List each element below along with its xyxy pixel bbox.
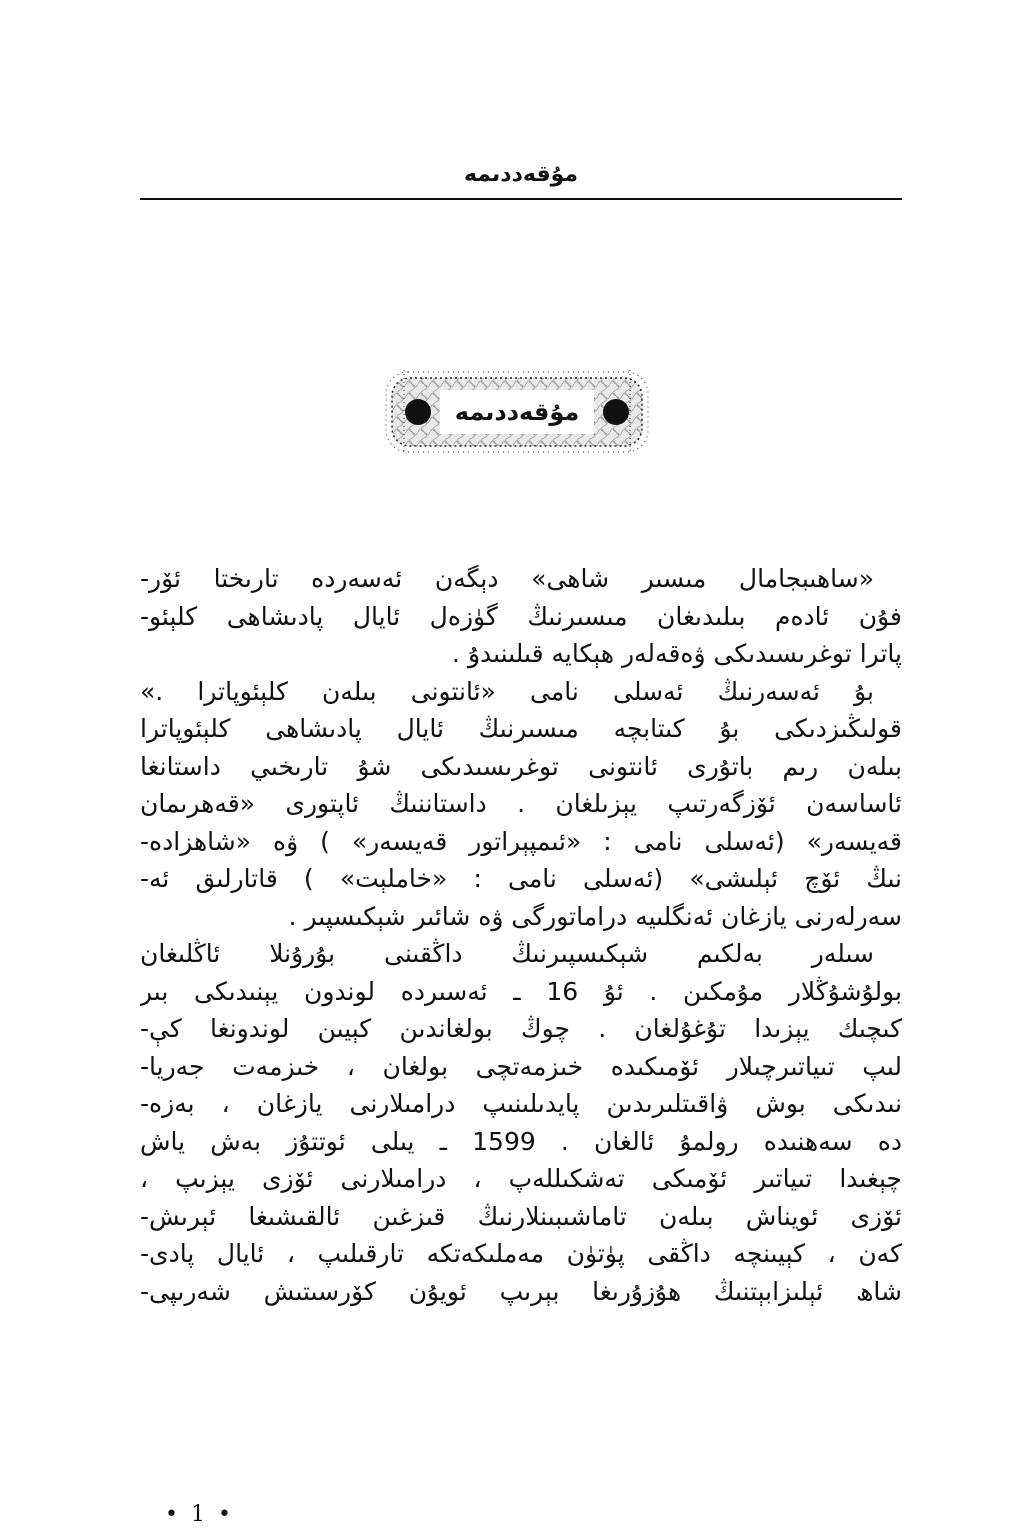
text-line: بولۇشۇڭلار مۇمكىن . ئۇ 16 ـ ئەسىردە لوندون يېنىدىكى بىر xyxy=(140,976,902,1006)
chapter-title: مۇقەددىمە xyxy=(454,398,580,426)
text-line: كەن ، كېيىنچە داڭقى پۈتۈن مەملىكەتكە تارقىلىپ ، ئايال پادى- xyxy=(140,1239,902,1268)
text-line: نىدىكى بوش ۋاقىتلىرىدىن پايدىلىنىپ درامىلارنى يازغان ، بەزە- xyxy=(140,1089,902,1118)
body-text xyxy=(140,560,902,1310)
text-line: قولىڭىزدىكى بۇ كىتابچە مىسىرنىڭ ئايال پادىشاھى كلېئوپاترا xyxy=(140,714,902,743)
text-line: بىلەن رىم باتۇرى ئانتونى توغرىسىدىكى شۇ تارىخىي داستانغا xyxy=(140,751,902,781)
text-line: ئاساسەن ئۆزگەرتىپ يېزىلغان . داستاننىڭ ئاپتورى «قەھرىمان xyxy=(140,789,902,818)
text-line: بۇ ئەسەرنىڭ ئەسلى نامى «ئانتونى بىلەن كلېئوپاترا .» xyxy=(140,676,874,706)
text-line: فۇن ئادەم بىلىدىغان مىسىرنىڭ گۈزەل ئايال پادىشاھى كلېئو- xyxy=(140,601,902,631)
paragraph-1 xyxy=(140,560,902,673)
running-header: مۇقەددىمە xyxy=(463,162,579,187)
page-number: • 1 • xyxy=(165,1502,234,1527)
text-line: پاترا توغرىسىدىكى ۋەقەلەر ھېكايە قىلىنىدۇ . xyxy=(452,639,902,668)
header-rule xyxy=(140,198,902,200)
text-line: سەرلەرنى يازغان ئەنگلىيە دراماتورگى ۋە شائىر شېكىسپىر . xyxy=(288,901,902,931)
text-line: سىلەر بەلكىم شېكىسپىرنىڭ داڭقىنى بۇرۇنلا ئاڭلىغان xyxy=(140,939,874,968)
text-line: «ساھىبجامال مىسىر شاھى» دېگەن ئەسەردە تارىختا ئۆر- xyxy=(140,564,874,593)
text-line: دە سەھنىدە رولمۇ ئالغان . 1599 ـ يىلى ئوتتۇز بەش ياش xyxy=(140,1126,902,1156)
paragraph-3 xyxy=(140,935,902,1310)
text-line: چېغىدا تىياتىر ئۆمىكى تەشكىللەپ ، درامىلارنى ئۆزى يېزىپ ، xyxy=(140,1164,902,1193)
paragraph-2 xyxy=(140,673,902,936)
text-line: نىڭ ئۆچ ئېلىشى» (ئەسلى نامى : «خاملېت» ) قاتارلىق ئە- xyxy=(140,864,902,893)
text-line: قەيسەر» (ئەسلى نامى : «ئىمپېراتور قەيسەر» ) ۋە «شاھزادە- xyxy=(140,826,902,856)
text-line: كىچىك يېزىدا تۇغۇلغان . چوڭ بولغاندىن كېيىن لوندونغا كې- xyxy=(140,1014,902,1043)
chapter-title-plate xyxy=(382,366,652,458)
text-line: ئۆزى ئويناش بىلەن تاماشىبىنلارنىڭ قىزغىن ئالقىشىغا ئېرىش- xyxy=(140,1201,902,1231)
text-line: لىپ تىياتىرچىلار ئۆمىكىدە خىزمەتچى بولغان ، خىزمەت جەريا- xyxy=(140,1051,902,1081)
text-line: شاھ ئېلىزابېتنىڭ ھۇزۇرىغا بېرىپ ئويۇن كۆرسىتىش شەرىپى- xyxy=(140,1276,902,1306)
